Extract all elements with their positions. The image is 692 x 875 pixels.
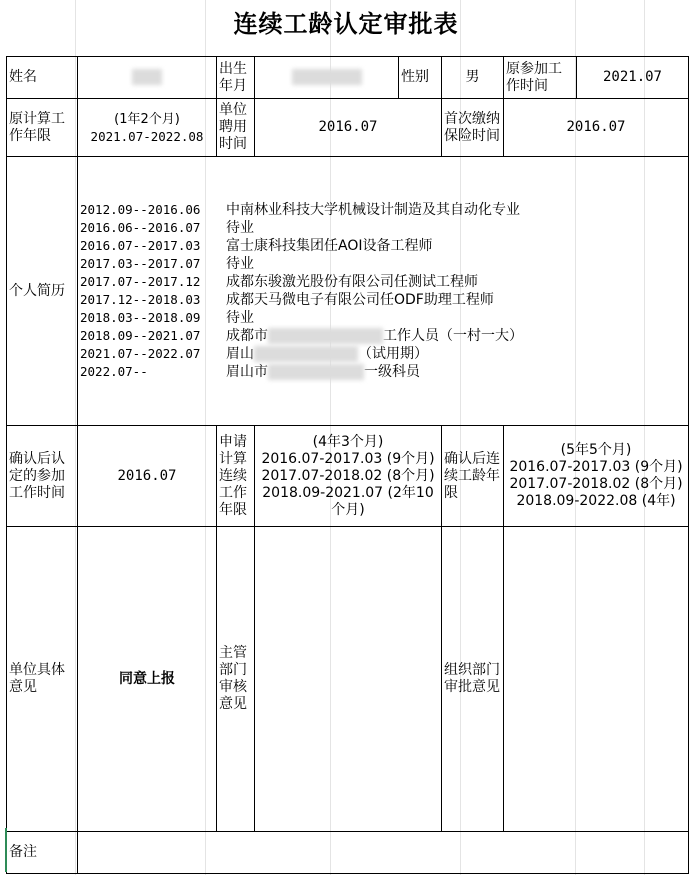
- row-confirmation: [7, 426, 689, 527]
- gender-label: 性别: [399, 57, 442, 99]
- redacted-text: [268, 364, 364, 380]
- cell-selection-mark: [5, 828, 7, 872]
- confirmed-time-label: 确认后认定的参加工作时间: [7, 426, 78, 527]
- resume-item: 2018.03--2018.09 待业: [80, 310, 254, 326]
- apply-label: 申请计算连续工作年限: [217, 426, 255, 527]
- resume-item: 2012.09--2016.06 中南林业科技大学机械设计制造及其自动化专业: [80, 202, 520, 218]
- dept-review-value[interactable]: [255, 527, 442, 832]
- first-insurance-value[interactable]: 2016.07: [504, 99, 689, 157]
- apply-line: 2017.07-2018.02 (8个月): [261, 467, 435, 484]
- apply-line: 2016.07-2017.03 (9个月): [261, 450, 435, 467]
- orig-years-value[interactable]: [78, 99, 217, 157]
- first-insurance-label: 首次缴纳保险时间: [442, 99, 504, 157]
- orig-years-label: 原计算工作年限: [7, 99, 78, 157]
- resume-item: 2021.07--2022.07 眉山 （试用期）: [80, 346, 428, 362]
- redacted-birth: [292, 69, 362, 85]
- form-title: 连续工龄认定审批表: [233, 10, 459, 38]
- orig-work-time-label: 原参加工作时间: [504, 57, 577, 99]
- birth-label: 出生年月: [217, 57, 255, 99]
- birth-value[interactable]: [255, 57, 399, 99]
- orig-work-time-value[interactable]: 2021.07: [577, 57, 689, 99]
- resume-item: 2017.07--2017.12 成都东骏激光股份有限公司任测试工程师: [80, 274, 478, 290]
- remark-value[interactable]: [78, 832, 689, 874]
- resume-item: 2022.07-- 眉山市 一级科员: [80, 364, 420, 380]
- redacted-text: [268, 328, 383, 344]
- hire-time-value[interactable]: 2016.07: [255, 99, 442, 157]
- confirmed-years-value[interactable]: [504, 426, 689, 527]
- unit-opinion-label: 单位具体意见: [7, 527, 78, 832]
- confirmed-years-label: 确认后连续工龄年限: [442, 426, 504, 527]
- gender-value[interactable]: 男: [442, 57, 504, 99]
- resume-content[interactable]: [78, 157, 689, 426]
- org-approval-value[interactable]: [504, 527, 689, 832]
- resume-label: 个人简历: [7, 157, 78, 426]
- row-basic-info: [7, 57, 689, 99]
- remark-label: 备注: [7, 832, 78, 874]
- confirmed-line: 2016.07-2017.03 (9个月): [509, 459, 683, 475]
- resume-item: 2017.12--2018.03 成都天马微电子有限公司任ODF助理工程师: [80, 292, 494, 308]
- unit-opinion-value[interactable]: 同意上报: [78, 527, 217, 832]
- confirmed-summary: (5年5个月): [560, 442, 632, 458]
- resume-item: 2016.07--2017.03 富士康科技集团任AOI设备工程师: [80, 238, 433, 254]
- apply-value[interactable]: [255, 426, 442, 527]
- dept-review-label: 主管部门审核意见: [217, 527, 255, 832]
- approval-form-table: [6, 56, 689, 874]
- orig-years-summary: (1年2个月): [114, 111, 180, 127]
- redacted-name: [132, 69, 162, 85]
- name-label: 姓名: [7, 57, 78, 99]
- row-remark: [7, 832, 689, 874]
- orig-years-range: 2021.07-2022.08: [90, 128, 204, 144]
- row-opinions: [7, 527, 689, 832]
- confirmed-line: 2017.07-2018.02 (8个月): [509, 476, 683, 492]
- apply-summary: (4年3个月): [312, 433, 384, 450]
- name-value[interactable]: [78, 57, 217, 99]
- resume-item: 2016.06--2016.07 待业: [80, 220, 254, 236]
- confirmed-line: 2018.09-2022.08 (4年): [516, 493, 676, 509]
- hire-time-label: 单位聘用时间: [217, 99, 255, 157]
- row-work-years: [7, 99, 689, 157]
- resume-item: 2018.09--2021.07 成都市 工作人员（一村一大）: [80, 328, 523, 344]
- apply-line: 2018.09-2021.07 (2年10个月): [262, 484, 434, 518]
- org-approval-label: 组织部门审批意见: [442, 527, 504, 832]
- confirmed-time-value[interactable]: 2016.07: [78, 426, 217, 527]
- row-resume: [7, 157, 689, 426]
- redacted-text: [254, 346, 358, 362]
- resume-item: 2017.03--2017.07 待业: [80, 256, 254, 272]
